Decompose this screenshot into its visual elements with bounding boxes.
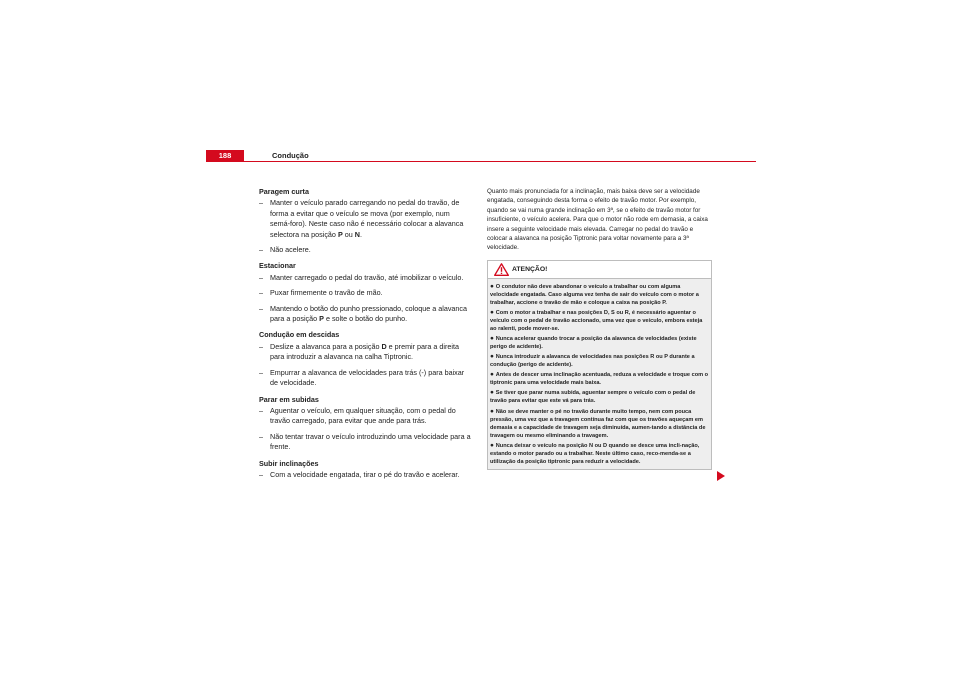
- warning-item: ● Não se deve manter o pé no travão durante muito tempo, nem com pouca pressão, uma vez que a travagem contínua faz com que os travões aqueçam em demasia e a capacidade de travagem seja diminuída, aumen-tando a distância de travagem ou mesmo eliminando a travagem.: [490, 407, 706, 439]
- warning-triangle-icon: [494, 263, 509, 276]
- warning-header: [488, 261, 711, 279]
- section-heading: Condução em descidas: [259, 330, 340, 340]
- warning-item: ● Nunca deixar o veículo na posição N ou D quando se desce uma incli-nação, estando o motor parado ou a trabalhar. Neste último caso, reco-menda-se a utilização da posição tiptronic para reduzir a velocidade.: [490, 441, 700, 465]
- page-number: 188: [206, 150, 244, 162]
- instruction-item: – Não acelere.: [259, 245, 311, 255]
- instruction-item: – Manter o veículo parado carregando no pedal do travão, de forma a evitar que o veículo se mova (por exemplo, num semá-foro). Neste caso não é necessário colocar a alavanca selectora na posição P ou N.: [259, 198, 464, 239]
- warning-item: ● Se tiver que parar numa subida, aguentar sempre o veículo com o pedal de travão para evitar que este vá para trás.: [490, 389, 696, 405]
- section-heading: Paragem curta: [259, 187, 309, 196]
- continue-arrow-icon: [716, 471, 726, 481]
- section-heading: Subir inclinações: [259, 458, 319, 468]
- section-heading: Parar em subidas: [259, 394, 319, 404]
- section-heading: Estacionar: [259, 261, 296, 271]
- intro-paragraph: Quanto mais pronunciada for a inclinação, mais baixa deve ser a velocidade engatada, conseguindo desta forma o efeito de travão motor. Por exemplo, quando se vai numa grande inclinação em 3ª, se o efeito de travão motor for insuficiente, o veículo acelera. Para que o motor não rode em demasia, a caixa insere a seguinte velocidade mais elevada. Carregar no pedal do travão e colocar a alavanca na posição Tiptronic para voltar novamente para a 3ª velocidade.: [487, 188, 708, 252]
- instruction-item: – Mantendo o botão do punho pressionado, coloque a alavanca para a posição P e solte o botão do punho.: [259, 303, 468, 324]
- left-column: [259, 187, 471, 480]
- warning-list: [488, 279, 711, 469]
- instruction-item: – Manter carregado o pedal do travão, até imobilizar o veículo.: [259, 272, 464, 282]
- warning-box: [487, 260, 712, 470]
- warning-title: ATENÇÃO!: [512, 265, 548, 273]
- warning-item: ● Com o motor a trabalhar e nas posições D, S ou R, é necessário aguentar o veículo com o pedal de travão accionado, uma vez que o veículo, embora esteja ao ralenti, pode mover-se.: [490, 308, 703, 333]
- instruction-item: – Com a velocidade engatada, tirar o pé do travão e acelerar.: [259, 469, 460, 479]
- header-rule: [206, 161, 756, 162]
- warning-item: ● Nunca introduzir a alavanca de velocidades nas posições R ou P durante a condução (perigo de acidente).: [490, 353, 695, 369]
- instruction-item: – Deslize a alavanca para a posição D e premir para a direita para introduzir a alavanca na calha Tiptronic.: [259, 341, 459, 362]
- page-header: [206, 150, 756, 162]
- instruction-item: – Aguentar o veículo, em qualquer situação, com o pedal do travão carregado, para evitar que ande para trás.: [259, 405, 456, 426]
- warning-item: ● Antes de descer uma inclinação acentuada, reduza a velocidade e troque com o tiptronic para uma velocidade mais baixa.: [490, 371, 709, 387]
- warning-item: ● O condutor não deve abandonar o veículo a trabalhar ou com alguma velocidade engatada. Caso alguma vez tenha de sair do veículo com o motor a trabalhar, accione o travão de mão e coloque a caixa na posição P.: [490, 282, 699, 306]
- section-title: Condução: [272, 151, 309, 160]
- right-column: [487, 187, 712, 470]
- instruction-item: – Empurrar a alavanca de velocidades para trás (-) para baixar de velocidade.: [259, 367, 465, 388]
- instruction-item: – Não tentar travar o veículo introduzindo uma velocidade para a frente.: [259, 431, 471, 452]
- instruction-item: – Puxar firmemente o travão de mão.: [259, 288, 383, 298]
- warning-item: ● Nunca acelerar quando trocar a posição da alavanca de velocidades (existe perigo de acidente).: [490, 335, 697, 351]
